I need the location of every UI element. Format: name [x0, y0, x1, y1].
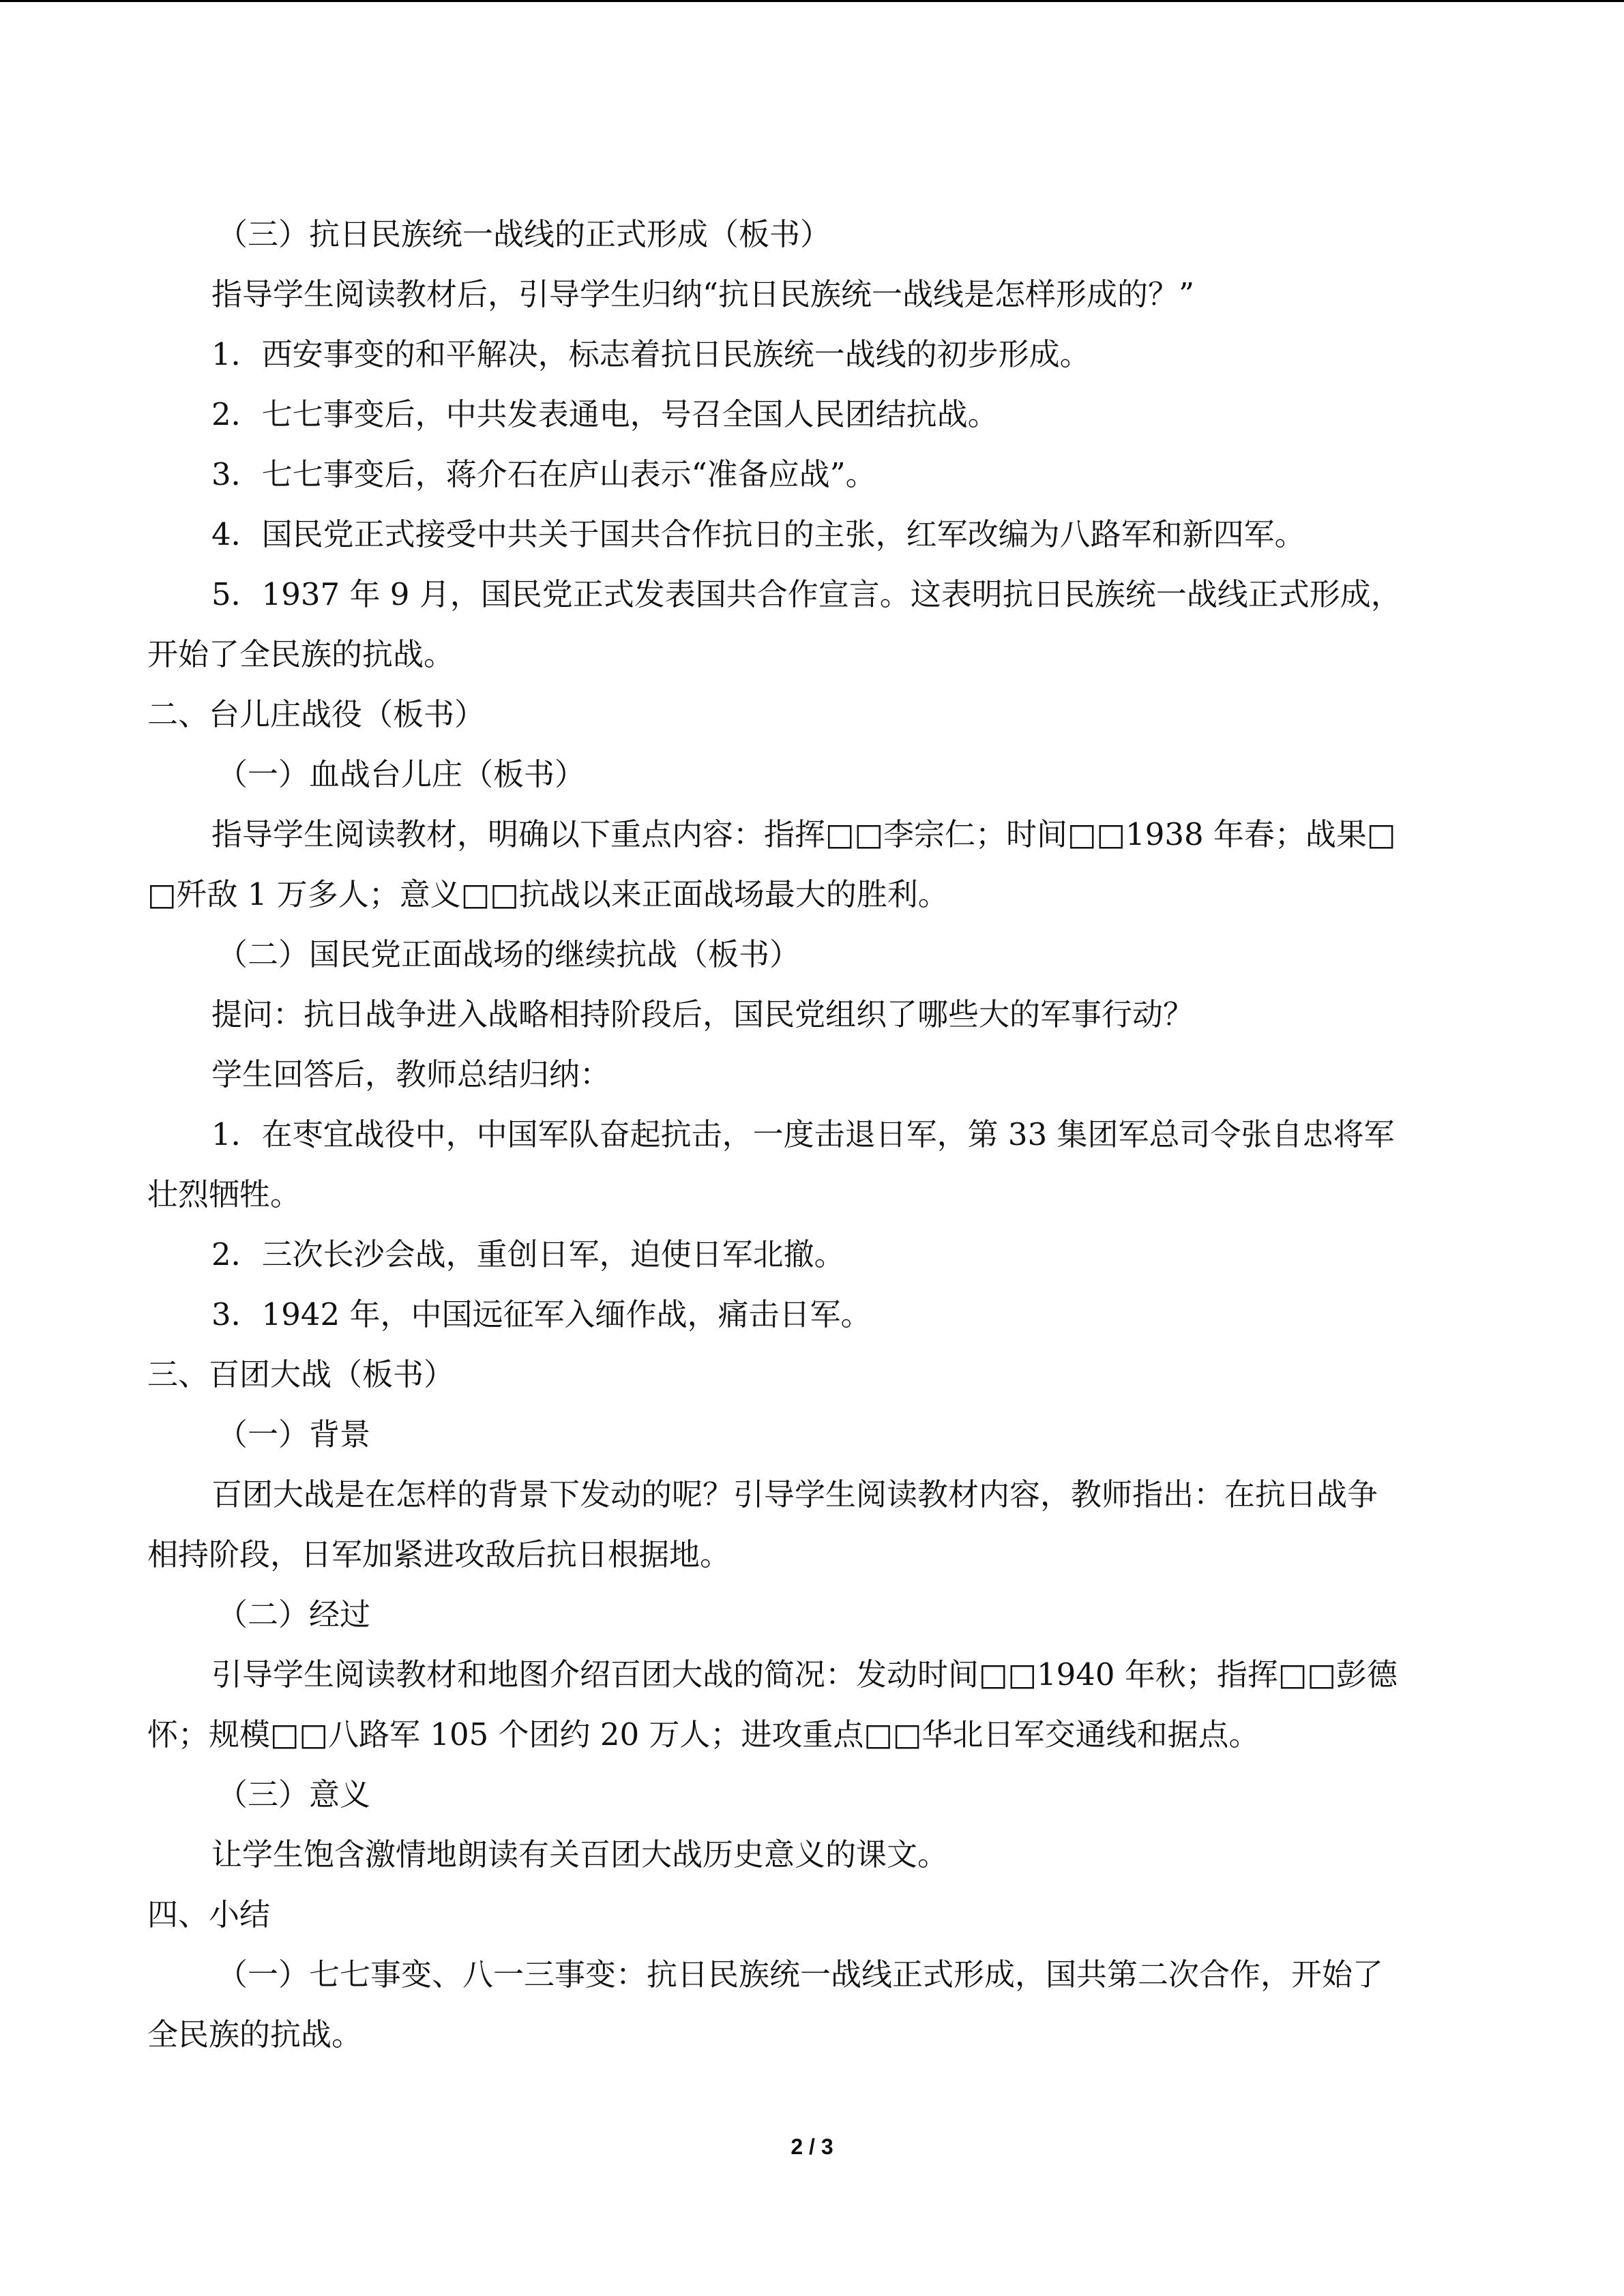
- subheading-kmt-front: （二）国民党正面战场的继续抗战（板书）: [217, 936, 801, 972]
- paragraph-line: 相持阶段，日军加紧进攻敌后抗日根据地。: [147, 1536, 731, 1572]
- list-item: 1．在枣宜战役中，中国军队奋起抗击，一度击退日军，第 33 集团军总司令张自忠将军: [211, 1116, 1395, 1152]
- page-number: 2 / 3: [791, 2134, 833, 2159]
- subheading-process: （二）经过: [217, 1596, 371, 1632]
- subheading-taierzhuang-battle: （一）血战台儿庄（板书）: [217, 756, 586, 792]
- paragraph-line: 全民族的抗战。: [147, 2016, 363, 2053]
- paragraph-line: 开始了全民族的抗战。: [147, 636, 455, 672]
- list-item: 3．1942 年，中国远征军入缅作战，痛击日军。: [211, 1296, 872, 1332]
- paragraph-line: 怀；规模□□八路军 105 个团约 20 万人；进攻重点□□华北日军交通线和据点。: [147, 1716, 1260, 1753]
- paragraph-line: □歼敌 1 万多人；意义□□抗战以来正面战场最大的胜利。: [147, 876, 949, 912]
- paragraph-line: 让学生饱含激情地朗读有关百团大战历史意义的课文。: [211, 1836, 949, 1873]
- list-item: 2．三次长沙会战，重创日军，迫使日军北撤。: [211, 1236, 845, 1272]
- list-item: 2．七七事变后，中共发表通电，号召全国人民团结抗战。: [211, 396, 999, 432]
- subheading-background: （一）背景: [217, 1416, 371, 1452]
- heading-summary: 四、小结: [147, 1896, 271, 1933]
- heading-taierzhuang: 二、台儿庄战役（板书）: [147, 696, 486, 732]
- subheading-significance: （三）意义: [217, 1776, 371, 1813]
- paragraph-line: （一）七七事变、八一三事变：抗日民族统一战线正式形成，国共第二次合作，开始了: [217, 1956, 1384, 1993]
- paragraph-line: 指导学生阅读教材，明确以下重点内容：指挥□□李宗仁；时间□□1938 年春；战果□: [211, 816, 1396, 852]
- paragraph-line: 百团大战是在怎样的背景下发动的呢？引导学生阅读教材内容，教师指出：在抗日战争: [211, 1476, 1378, 1512]
- subheading-united-front-formed: （三）抗日民族统一战线的正式形成（板书）: [217, 216, 831, 252]
- list-item: 3．七七事变后，蒋介石在庐山表示“准备应战”。: [211, 456, 876, 492]
- list-item: 4．国民党正式接受中共关于国共合作抗日的主张，红军改编为八路军和新四军。: [211, 516, 1305, 552]
- paragraph-line: 提问：抗日战争进入战略相持阶段后，国民党组织了哪些大的军事行动？: [211, 996, 1194, 1032]
- paragraph-line: 指导学生阅读教材后，引导学生归纳“抗日民族统一战线是怎样形成的？”: [211, 276, 1195, 312]
- paragraph-line: 引导学生阅读教材和地图介绍百团大战的简况：发动时间□□1940 年秋；指挥□□彭德: [211, 1656, 1398, 1693]
- paragraph-line: 壮烈牺牲。: [147, 1176, 301, 1212]
- heading-hundred-regiments: 三、百团大战（板书）: [147, 1356, 455, 1392]
- list-item: 5．1937 年 9 月，国民党正式发表国共合作宣言。这表明抗日民族统一战线正式形成，: [211, 576, 1402, 612]
- list-item: 1．西安事变的和平解决，标志着抗日民族统一战线的初步形成。: [211, 336, 1091, 372]
- paragraph-line: 学生回答后，教师总结归纳：: [211, 1056, 611, 1092]
